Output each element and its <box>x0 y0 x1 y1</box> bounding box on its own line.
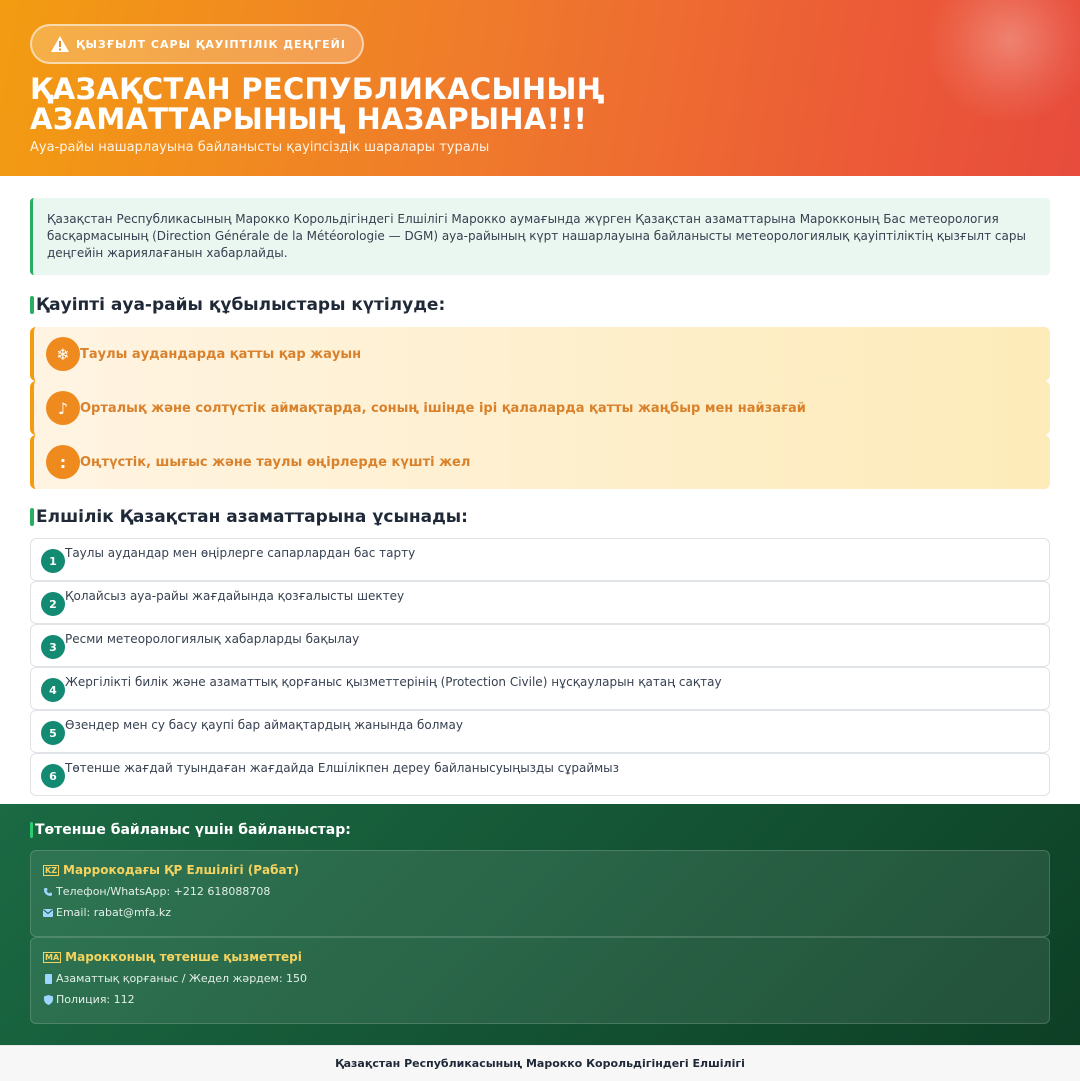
footer-text: Қазақстан Республикасының Марокко Корольдігіндегі Елшілігі <box>335 1057 745 1070</box>
recommendation-number: 6 <box>41 764 65 788</box>
police-text: Полиция: 112 <box>56 993 135 1006</box>
snowflake-icon: ❄ <box>46 337 80 371</box>
recommendation-item <box>30 710 1050 753</box>
intro-notice: Қазақстан Республикасының Марокко Корольдігіндегі Елшілігі Марокко аумағында жүрген Қазақстан азаматтарына Марокконың Бас метеорология басқармасының (Direction Générale de la Météorologie — DGM) ауа-райының күрт нашарлауына байланысты метеорологиялық қауіптіліктің қызғылт сары деңгейін жариялағанын хабарлайды. <box>30 198 1050 275</box>
recommendation-text: Жергілікті билік және азаматтық қорғаныс қызметтерінің (Protection Civile) нұсқауларын қатаң сақтау <box>65 675 722 689</box>
hazard-item <box>30 381 1050 435</box>
contact-card-title <box>43 950 1037 964</box>
recommendation-number: 4 <box>41 678 65 702</box>
hazard-item <box>30 327 1050 381</box>
wind-icon: : <box>46 445 80 479</box>
warning-icon <box>50 35 70 53</box>
recommendations-heading <box>30 507 1050 527</box>
hazard-item <box>30 435 1050 489</box>
recommendation-text: Ресми метеорологиялық хабарларды бақылау <box>65 632 360 646</box>
recommendation-list <box>30 538 1050 796</box>
recommendation-number: 5 <box>41 721 65 745</box>
recommendation-number: 1 <box>41 549 65 573</box>
hazard-text: Орталық және солтүстік аймақтарда, соның ішінде ірі қалаларда қатты жаңбыр мен найзағай <box>80 400 806 416</box>
kz-flag-icon: KZ <box>45 865 57 875</box>
page-title-line-1: ҚАЗАҚСТАН РЕСПУБЛИКАСЫНЫҢ <box>30 72 605 106</box>
alert-level-badge <box>30 24 364 64</box>
page-title-line-2: АЗАМАТТАРЫНЫҢ НАЗАРЫНА!!! <box>30 102 588 136</box>
police-line[interactable] <box>43 993 1037 1006</box>
contacts-heading <box>30 822 1050 838</box>
morocco-emergency-card <box>30 937 1050 1024</box>
shield-icon <box>43 995 53 1005</box>
alert-level-text: ҚЫЗҒЫЛТ САРЫ ҚАУІПТІЛІК ДЕҢГЕЙІ <box>76 37 346 51</box>
contact-phone-line[interactable] <box>43 885 1037 898</box>
recommendation-text: Өзендер мен су басу қаупі бар аймақтардың жанында болмау <box>65 718 463 732</box>
hazard-text: Оңтүстік, шығыс және таулы өңірлерде күшті жел <box>80 454 471 470</box>
page-subtitle: Ауа-райы нашарлауына байланысты қауіпсіздік шаралары туралы <box>30 140 490 155</box>
heading-accent-bar <box>30 296 34 314</box>
music-note-icon: ♪ <box>46 391 80 425</box>
hazard-list <box>30 327 1050 489</box>
recommendation-item <box>30 624 1050 667</box>
ma-flag-icon: MA <box>45 952 60 962</box>
recommendation-text: Таулы аудандар мен өңірлерге сапарлардан бас тарту <box>65 546 416 560</box>
recommendation-item <box>30 753 1050 796</box>
civil-protection-line[interactable] <box>43 972 1037 985</box>
hazards-heading-text: Қауіпті ауа-райы құбылыстары күтілуде: <box>36 295 446 315</box>
recommendation-text: Қолайсыз ауа-райы жағдайында қозғалысты шектеу <box>65 589 405 603</box>
contact-phone-text: Телефон/WhatsApp: +212 618088708 <box>56 885 271 898</box>
recommendation-item <box>30 667 1050 710</box>
recommendations-heading-text: Елшілік Қазақстан азаматтарына ұсынады: <box>36 507 468 527</box>
embassy-contact-card <box>30 850 1050 937</box>
heading-accent-bar <box>30 822 33 838</box>
main-content <box>0 176 1080 796</box>
hazards-heading <box>30 295 1050 315</box>
mobile-icon <box>43 974 53 984</box>
phone-icon <box>43 887 53 897</box>
heading-accent-bar <box>30 508 34 526</box>
recommendation-number: 3 <box>41 635 65 659</box>
contact-card-title-text: Марокконың төтенше қызметтері <box>65 950 302 964</box>
recommendation-number: 2 <box>41 592 65 616</box>
page-footer <box>0 1045 1080 1081</box>
contact-email-text: Email: rabat@mfa.kz <box>56 906 171 919</box>
recommendation-item <box>30 581 1050 624</box>
contact-email-line[interactable] <box>43 906 1037 919</box>
hazard-text: Таулы аудандарда қатты қар жауын <box>80 346 362 362</box>
recommendation-item <box>30 538 1050 581</box>
page-title <box>30 74 1050 134</box>
contacts-heading-text: Төтенше байланыс үшін байланыстар: <box>35 822 351 838</box>
civil-protection-text: Азаматтық қорғаныс / Жедел жәрдем: 150 <box>56 972 308 985</box>
email-icon <box>43 909 53 917</box>
emergency-contacts-section <box>0 804 1080 1045</box>
recommendation-text: Төтенше жағдай туындаған жағдайда Елшілікпен дереу байланысуыңызды сұраймыз <box>65 761 620 775</box>
alert-header <box>0 0 1080 176</box>
contact-card-title-text: Маррокодағы ҚР Елшілігі (Рабат) <box>63 863 300 877</box>
contact-card-title <box>43 863 1037 877</box>
